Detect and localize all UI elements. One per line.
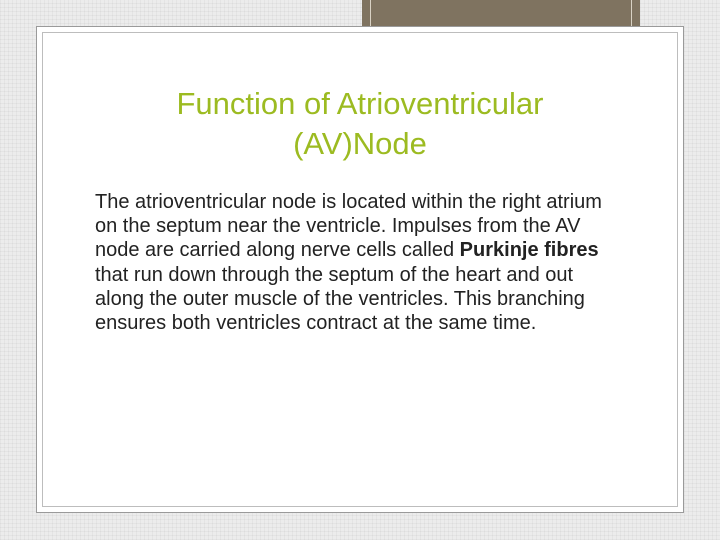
slide-title: [100, 84, 620, 164]
body-text-bold-term: Purkinje fibres: [459, 239, 599, 262]
slide-title-line-1: Function of Atrioventricular: [176, 86, 544, 121]
slide-body-text: [95, 190, 615, 335]
body-text-part-2: that run down through the septum of the heart and out along the outer muscle of the ventricles. This branching ensures both ventricles contract at the same time.: [95, 263, 585, 335]
slide-title-line-2: (AV)Node: [293, 126, 427, 161]
body-text-part-1: The atrioventricular node is located within the right atrium on the septum near the ventricle. Impulses from the AV node are carried along nerve cells called: [95, 191, 602, 262]
